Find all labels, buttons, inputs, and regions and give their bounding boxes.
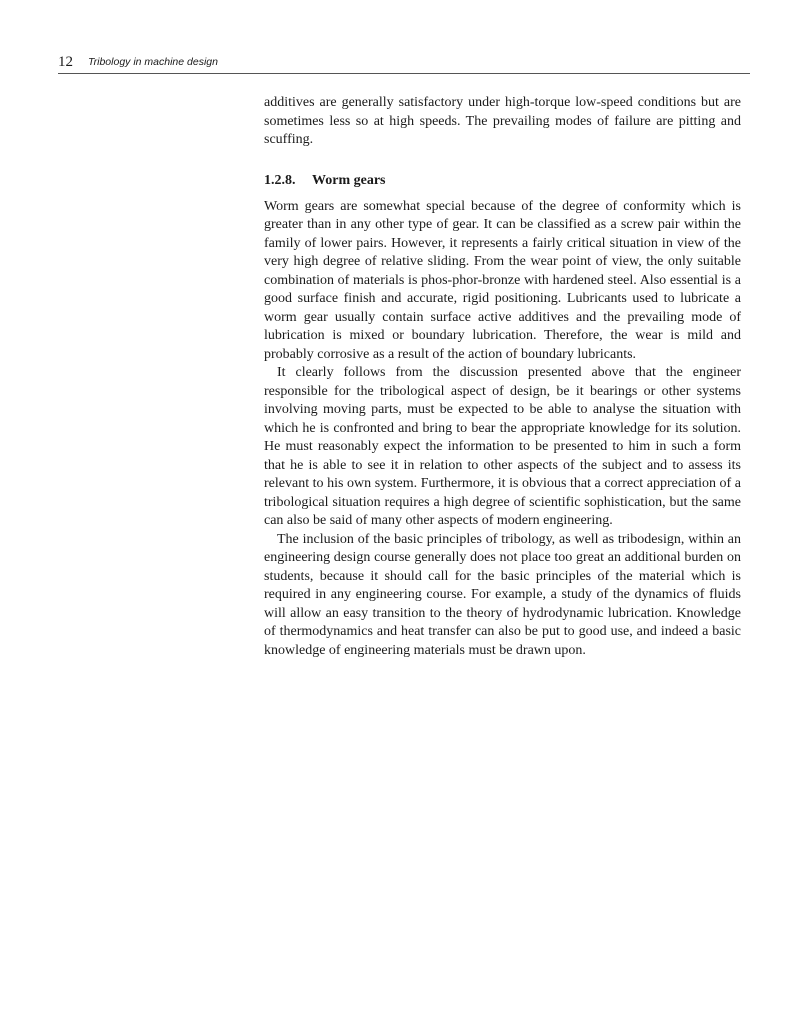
- section-heading: [264, 172, 741, 190]
- page-number: 12: [58, 54, 73, 70]
- section-number: 1.2.8.: [264, 172, 296, 188]
- running-title: Tribology in machine design: [88, 56, 218, 68]
- header-rule: [58, 73, 750, 74]
- main-text: [264, 94, 741, 660]
- paragraph: It clearly follows from the discussion presented above that the engineer responsible for the tribological aspect of design, be it bearings or other systems involving moving parts, must be expected to be able to analyse the situation with which he is confronted and bring to bear the appropriate knowledge for its solution. He must reasonably expect the information to be presented to him in such a form that he is able to see it in relation to other aspects of the subject and to assess its relevant to his own system. Furthermore, it is obvious that a correct appreciation of a tribological situation requires a high degree of scientific sophistication, but the same can also be said of many other aspects of modern engineering.: [264, 365, 741, 528]
- paragraph: Worm gears are somewhat special because of the degree of conformity which is greater than in any other type of gear. It can be classified as a screw pair within the family of lower pairs. However, it represents a fairly critical situation in view of the very high degree of relative sliding. From the wear point of view, the only suitable combination of materials is phos-phor-bronze with hardened steel. Also essential is a good surface finish and accurate, rigid positioning. Lubricants used to lubricate a worm gear usually contain surface active additives and the prevailing mode of lubrication is mixed or boundary lubrication. Therefore, the wear is mild and probably corrosive as a result of the action of boundary lubricants.: [264, 198, 741, 362]
- running-head: [58, 53, 750, 73]
- section-title: Worm gears: [312, 172, 386, 188]
- paragraph: The inclusion of the basic principles of tribology, as well as tribodesign, within an engineering design course generally does not place too great an additional burden on students, because it should call for the basic principles of the material which is required in any engineering course. For example, a study of the dynamics of fluids will allow an easy transition to the theory of hydrodynamic lubrication. Knowledge of thermodynamics and heat transfer can also be put to good use, and indeed a basic knowledge of engineering materials must be drawn upon.: [264, 531, 741, 658]
- continuation-paragraph: additives are generally satisfactory under high-torque low-speed conditions but are sometimes less so at high speeds. The prevailing modes of failure are pitting and scuffing.: [264, 95, 741, 147]
